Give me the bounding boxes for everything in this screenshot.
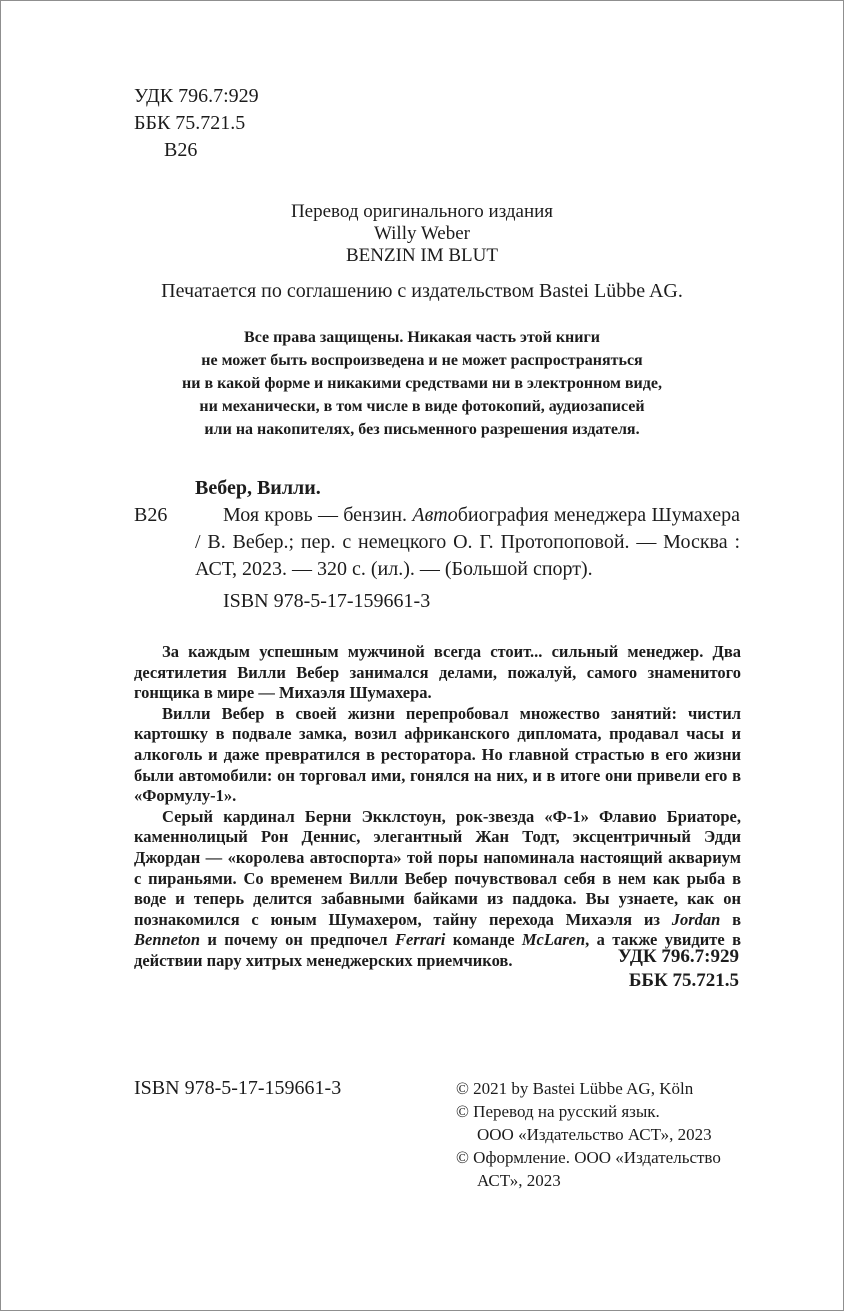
text-run-italic: Benneton xyxy=(134,930,201,950)
publishing-agreement: Печатается по соглашению с издательством Bastei Lübbe AG. xyxy=(161,280,683,302)
text-run-italic: Авто xyxy=(412,504,458,526)
copyright-line: АСТ», 2023 xyxy=(477,1171,561,1190)
annotation-paragraph-2: Вилли Вебер в своей жизни перепробовал множество занятий: чистил картошку в подвале замка, возил африканского дипломата, продавал часы и алкоголь и даже превратился в ресторатора. Но главной страстью в его жизни были автомобили: он торговал ими, гонялся на них, и в итоге они привели его в «Формулу-1». xyxy=(134,703,741,806)
text-run: команде xyxy=(445,930,522,950)
classification-codes-bottom xyxy=(618,945,739,993)
text-run: Моя кровь — бензин. xyxy=(223,504,413,526)
original-author: Willy Weber xyxy=(373,223,471,244)
annotation-paragraph-1: За каждым успешным мужчиной всегда стоит... сильный менеджер. Два десятилетия Вилли Вебер занимался делами, пожалуй, самого знаменитого гонщика в мире — Михаэля Шумахера. xyxy=(134,642,741,703)
catalog-description xyxy=(134,502,741,583)
classification-codes-top xyxy=(134,83,259,164)
text-run: биография менеджера Шумахера / В. Вебер.; пер. с немецкого О. Г. Протопоповой. — Москва : АСТ, 2023. — 320 с. (ил.). — (Большой спорт). xyxy=(195,504,741,580)
text-run: , а также увидите в действии пару хитрых менеджерских приемчиков. xyxy=(134,930,741,970)
original-title: BENZIN IM BLUT xyxy=(346,245,498,266)
edition-note: Перевод оригинального издания xyxy=(290,201,554,222)
bbk-code-bottom: ББК 75.721.5 xyxy=(628,970,739,991)
rights-line: Все права защищены. Никакая часть этой книги xyxy=(244,329,600,346)
rights-line: не может быть воспроизведена и не может распространяться xyxy=(201,352,643,369)
text-run: и почему он предпочел xyxy=(200,930,395,950)
catalog-author: Вебер, Вилли. xyxy=(195,477,321,499)
text-run: Серый кардинал Берни Экклстоун, рок-звезда «Ф-1» Флавио Бриаторе, каменнолицый Рон Деннис, элегантный Жан Тодт, эксцентричный Эдди Джордан — «королева автоспорта» той поры напоминала настоящий аквариум с пираньями. Со временем Вилли Вебер почувствовал себя в нем как рыба в воде и теперь делится забавными байками из паддока. Вы узнаете, как он познакомился с юным Шумахером, тайну перехода Михаэля из xyxy=(134,806,741,929)
copyright-line: © Оформление. ООО «Издательство xyxy=(456,1148,721,1167)
text-run: в xyxy=(720,909,741,929)
copyright-line: © 2021 by Bastei Lübbe AG, Köln xyxy=(456,1079,694,1098)
isbn-catalog: ISBN 978-5-17-159661-3 xyxy=(223,590,431,612)
rights-reserved-block xyxy=(1,326,843,441)
udk-code-bottom: УДК 796.7:929 xyxy=(617,946,739,967)
catalog-entry xyxy=(134,475,740,615)
copyright-line: © Перевод на русский язык. xyxy=(456,1102,660,1121)
rights-line: ни в какой форме и никакими средствами ни в электронном виде, xyxy=(182,375,662,392)
text-run-italic: McLaren xyxy=(521,930,586,950)
original-edition-block xyxy=(1,201,843,267)
isbn-footer: ISBN 978-5-17-159661-3 xyxy=(134,1077,342,1099)
text-run-italic: Ferrari xyxy=(394,930,446,950)
bbk-code: ББК 75.721.5 xyxy=(134,112,246,134)
copyright-block xyxy=(456,1077,721,1192)
rights-line: или на накопителях, без письменного разрешения издателя. xyxy=(204,421,640,438)
author-sign-code-margin: В26 xyxy=(134,504,168,526)
author-sign-code: В26 xyxy=(164,139,198,161)
udk-code: УДК 796.7:929 xyxy=(134,85,259,107)
text-run-italic: Jordan xyxy=(671,909,721,929)
copyright-line: ООО «Издательство АСТ», 2023 xyxy=(477,1125,712,1144)
rights-line: ни механически, в том числе в виде фотокопий, аудиозаписей xyxy=(199,398,645,415)
annotation-block xyxy=(134,642,741,972)
